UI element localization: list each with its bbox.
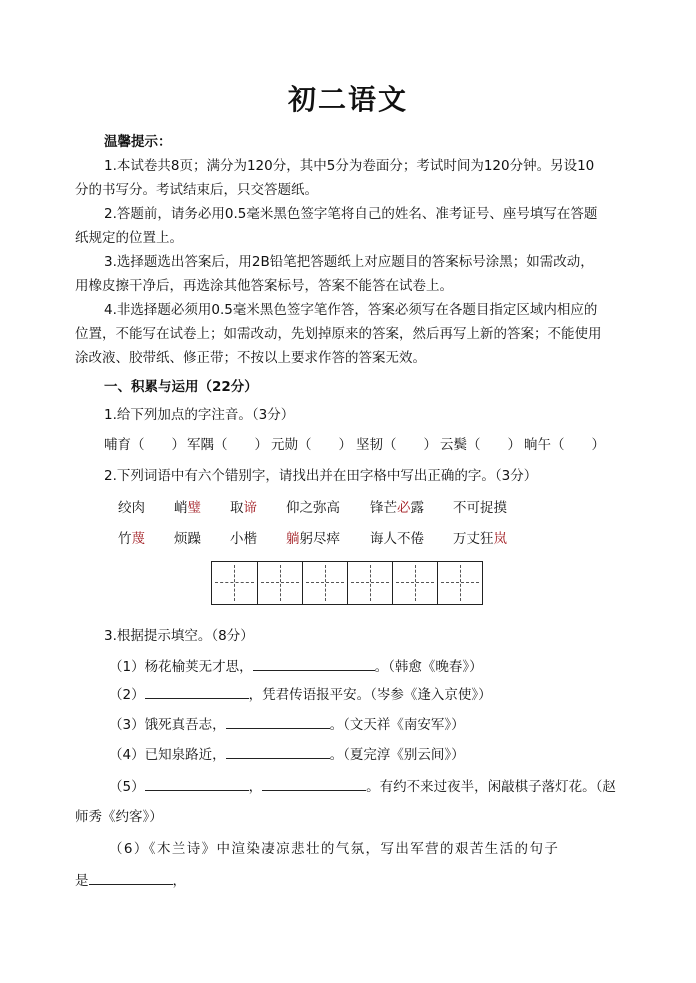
tip-line: 用橡皮擦干净后，再选涂其他答案标号，答案不能答在试卷上。 xyxy=(75,278,453,294)
typo-char: 必 xyxy=(397,500,411,516)
fill-line: （6）《木兰诗》中渲染凄凉悲壮的气氛，写出军营的艰苦生活的句子 xyxy=(109,841,560,857)
tianzige-cell[interactable] xyxy=(302,562,347,604)
page-title: 初二语文 xyxy=(287,83,408,116)
pinyin-item: 坚韧（ ） xyxy=(356,437,437,453)
word-item: 竹蔑 xyxy=(118,531,145,547)
tip-line: 2.答题前，请务必用0.5毫米黑色签字笔将自己的姓名、准考证号、座号填写在答题 xyxy=(104,206,598,222)
tianzige-answer-grid[interactable] xyxy=(211,561,483,605)
answer-blank[interactable] xyxy=(262,778,366,791)
q2-prompt: 2.下列词语中有六个错别字，请找出并在田字格中写出正确的字。（3分） xyxy=(104,468,538,484)
tip-line: 4.非选择题必须用0.5毫米黑色签字笔作答，答案必须写在各题目指定区域内相应的 xyxy=(104,302,598,318)
fill-line: （2） ，凭君传语报平安。（岑参《逢入京使》） xyxy=(109,687,492,703)
tianzige-cell[interactable] xyxy=(392,562,437,604)
tianzige-cell[interactable] xyxy=(347,562,392,604)
answer-blank[interactable] xyxy=(89,872,173,885)
tianzige-cell[interactable] xyxy=(437,562,482,604)
pinyin-item: 元勋（ ） xyxy=(271,437,352,453)
word-item: 小楷 xyxy=(230,531,257,547)
word-item: 不可捉摸 xyxy=(453,500,507,516)
q3-prompt: 3.根据提示填空。（8分） xyxy=(104,628,254,644)
fill-line: （3）饿死真吾志， 。（文天祥《南安军》） xyxy=(109,717,465,733)
answer-blank[interactable] xyxy=(145,686,249,699)
word-item: 万丈狂岚 xyxy=(453,531,507,547)
tip-line: 纸规定的位置上。 xyxy=(75,230,183,246)
typo-char: 谛 xyxy=(243,500,257,516)
tianzige-cell[interactable] xyxy=(212,562,257,604)
fill-line: （4）已知泉路近， 。（夏完淳《别云间》） xyxy=(109,747,465,763)
word-item: 锋芒必露 xyxy=(370,500,424,516)
answer-blank[interactable] xyxy=(226,716,330,729)
pinyin-item: 军隅（ ） xyxy=(187,437,268,453)
tip-line: 1.本试卷共8页；满分为120分，其中5分为卷面分；考试时间为120分钟。另设10 xyxy=(104,158,595,174)
q1-prompt: 1.给下列加点的字注音。（3分） xyxy=(104,407,295,423)
tip-line: 分的书写分。考试结束后，只交答题纸。 xyxy=(75,182,318,198)
tips-heading: 温馨提示： xyxy=(104,134,172,150)
tianzige-cell[interactable] xyxy=(257,562,302,604)
word-item: 取谛 xyxy=(230,500,257,516)
tip-line: 涂改液、胶带纸、修正带；不按以上要求作答的答案无效。 xyxy=(75,350,426,366)
word-item: 烦躁 xyxy=(174,531,201,547)
typo-char: 蔑 xyxy=(131,531,145,547)
typo-char: 躺 xyxy=(286,531,300,547)
tip-line: 位置，不能写在试卷上；如需改动，先划掉原来的答案，然后再写上新的答案；不能使用 xyxy=(75,326,602,342)
fill-line: 师秀《约客》） xyxy=(75,809,163,825)
word-item: 仰之弥高 xyxy=(286,500,340,516)
word-item: 诲人不倦 xyxy=(370,531,424,547)
pinyin-item: 哺育（ ） xyxy=(104,437,185,453)
answer-blank[interactable] xyxy=(253,658,375,671)
answer-blank[interactable] xyxy=(145,778,249,791)
pinyin-item: 晌午（ ） xyxy=(524,437,605,453)
fill-line: 是 ， xyxy=(75,873,186,889)
word-item: 峭璧 xyxy=(174,500,201,516)
word-item: 躺躬尽瘁 xyxy=(286,531,340,547)
section-heading: 一、积累与运用（22分） xyxy=(104,379,258,395)
fill-line: （5） ， 。有约不来过夜半，闲敲棋子落灯花。（赵 xyxy=(109,779,616,795)
typo-char: 璧 xyxy=(187,500,201,516)
answer-blank[interactable] xyxy=(226,746,330,759)
typo-char: 岚 xyxy=(493,531,507,547)
tip-line: 3.选择题选出答案后，用2B铅笔把答题纸上对应题目的答案标号涂黑；如需改动， xyxy=(104,254,594,270)
fill-line: （1）杨花榆荚无才思， 。（韩愈《晚春》） xyxy=(109,659,483,675)
word-item: 绞肉 xyxy=(118,500,145,516)
pinyin-item: 云鬓（ ） xyxy=(440,437,521,453)
